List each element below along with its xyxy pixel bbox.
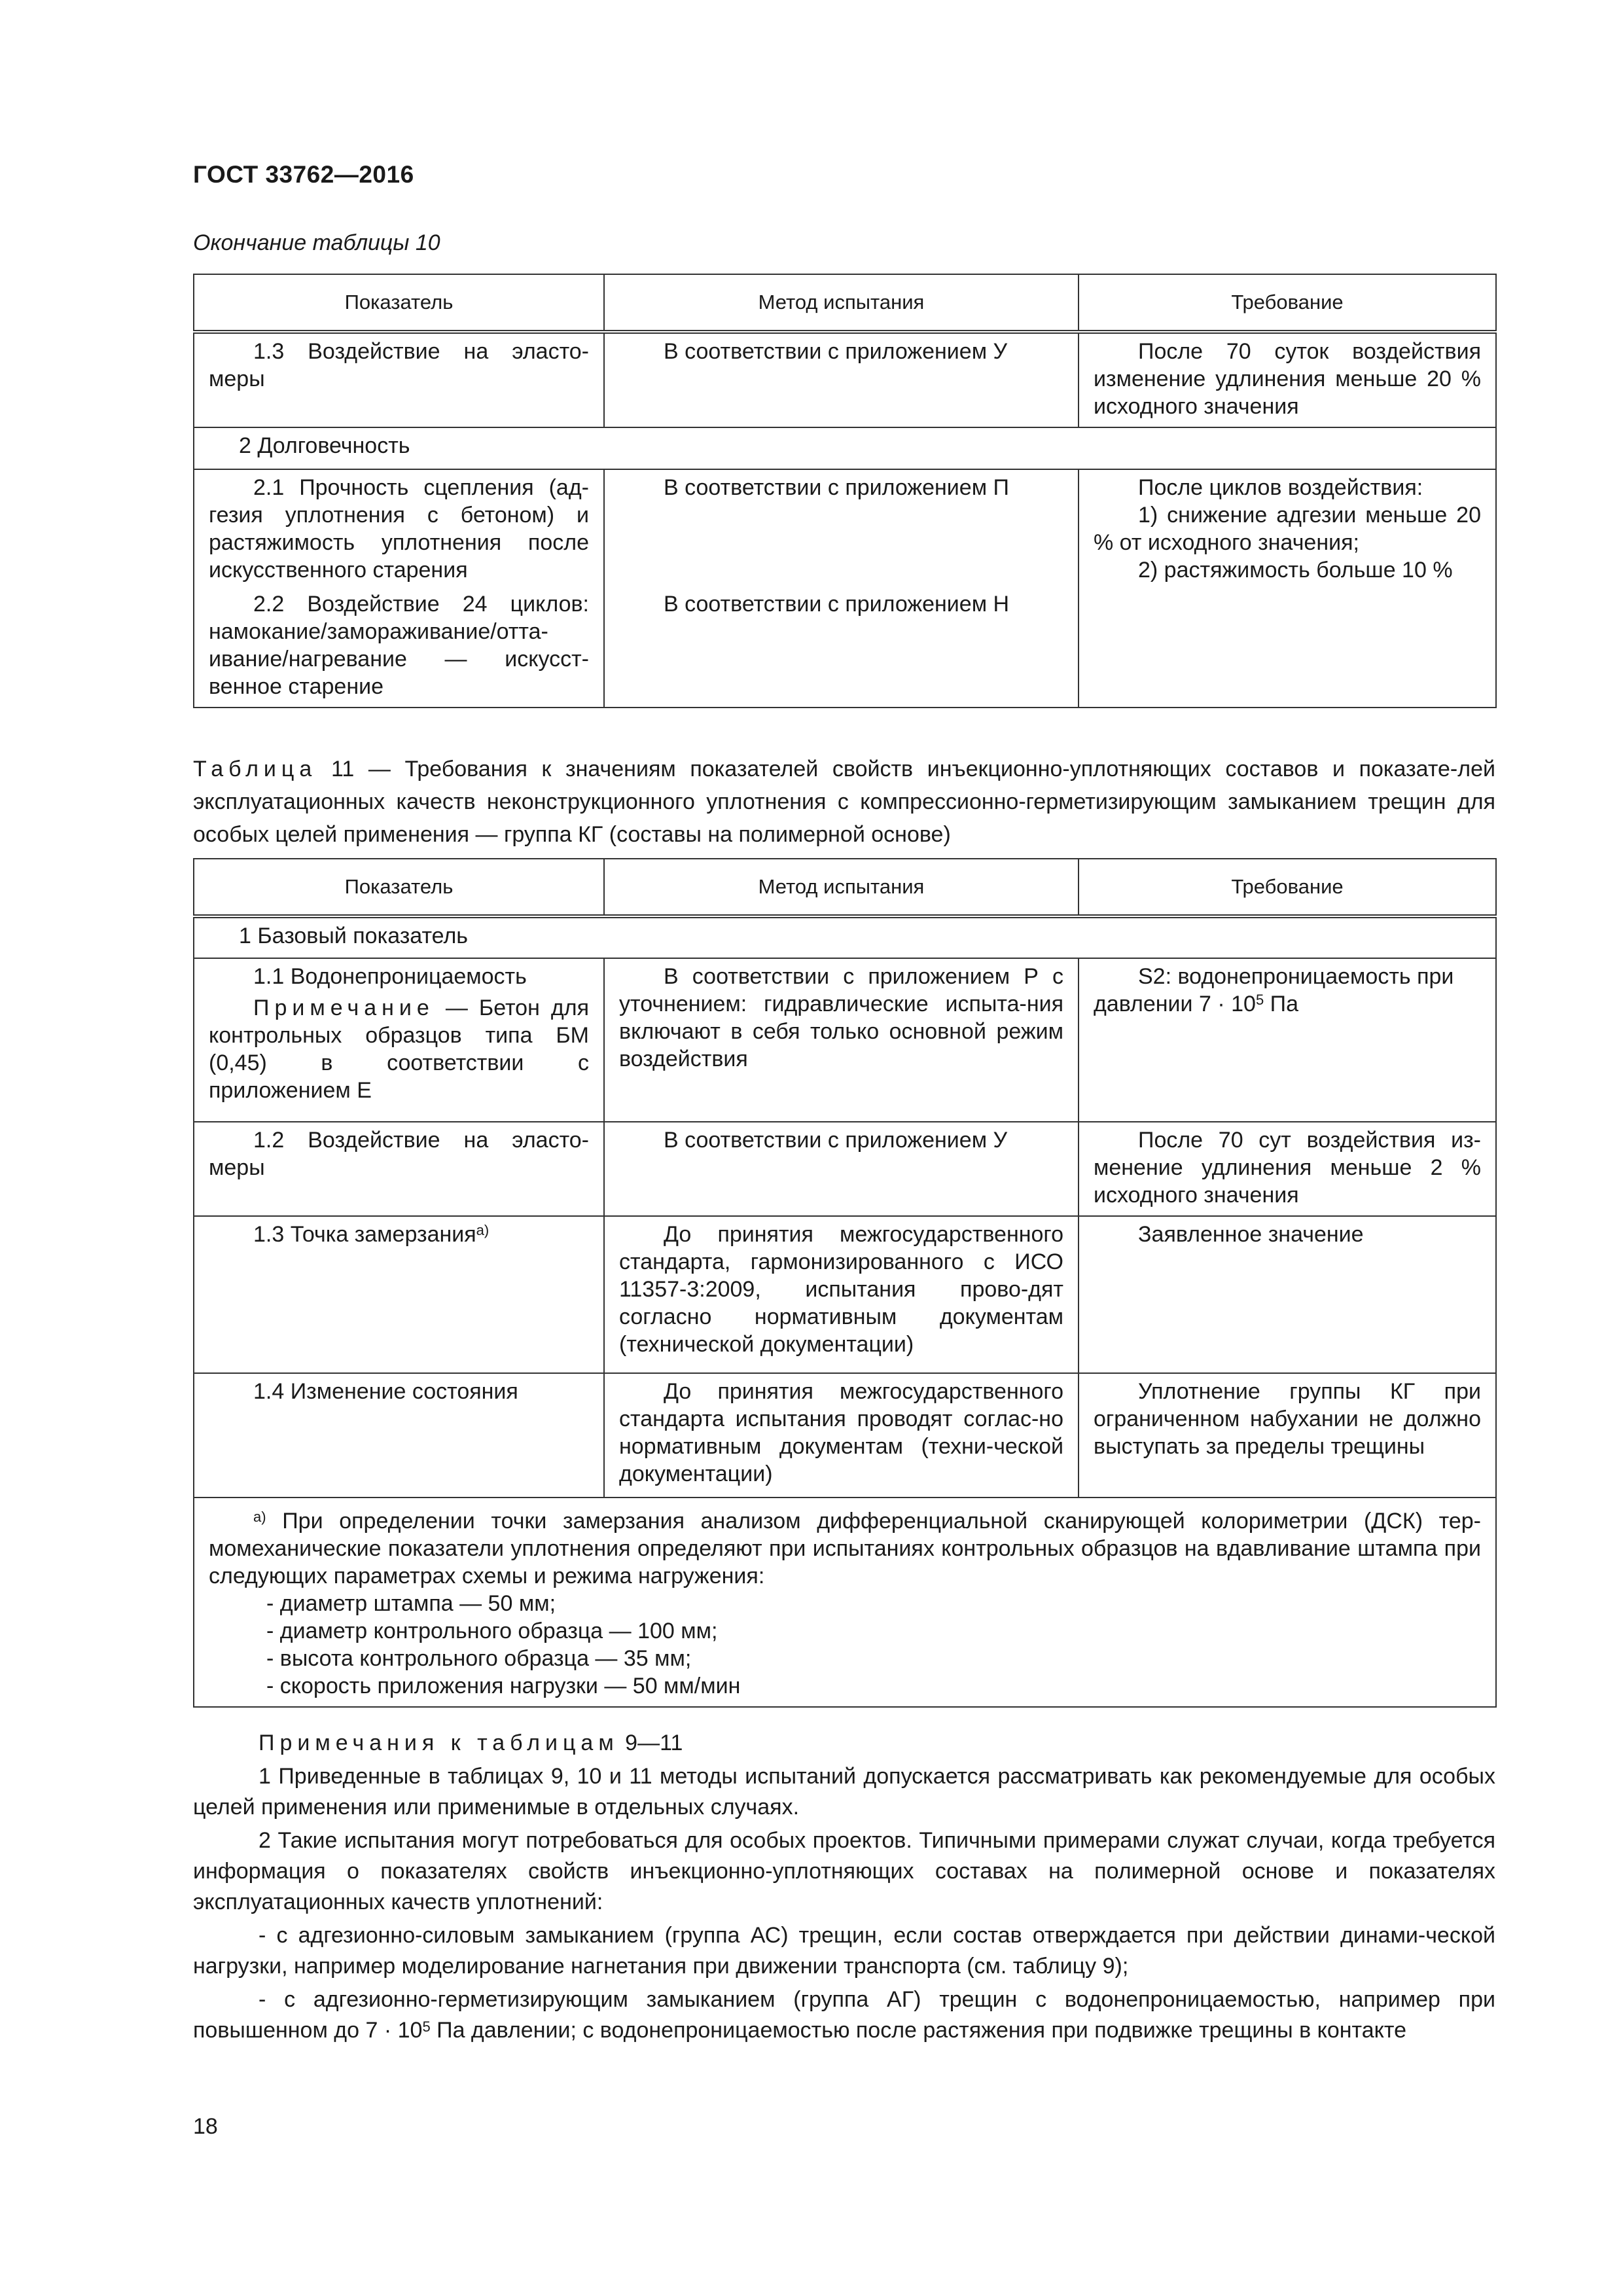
- footnote-item: - скорость приложения нагрузки — 50 мм/мин: [266, 1674, 741, 1698]
- table-row: [194, 958, 1496, 1122]
- table-10: [193, 274, 1497, 708]
- note-bullet-text: - с адгезионно-герметизирующим замыканием (группа АГ) трещин с водонепроницаемостью, например при повышенном до 7 · 10: [193, 1987, 1495, 2043]
- indicator-cell: 1.3 Воздействие на эласто-меры: [194, 332, 604, 427]
- requirement-cell: [1079, 469, 1496, 708]
- note-bullet-text-end: Па давлении; с водонепроницаемостью после растяжения при подвижке трещины в контакте: [430, 2018, 1406, 2043]
- indicator-cell: [194, 958, 604, 1122]
- method-cell: В соответствии с приложением У: [604, 332, 1079, 427]
- requirement-cell: Заявленное значение: [1079, 1216, 1496, 1373]
- requirement-cell: После 70 суток воздействия изменение удлинения меньше 20 % исходного значения: [1079, 332, 1496, 427]
- method-cell: В соответствии с приложением У: [604, 1122, 1079, 1216]
- table-continuation-label: Окончание таблицы 10: [193, 230, 440, 255]
- requirement-cell: После 70 сут воздействия из-менение удлинения меньше 2 % исходного значения: [1079, 1122, 1496, 1216]
- note-text: — Бетон для контрольных образцов типа БМ (0,45) в соответствии с приложением Е: [209, 996, 589, 1103]
- column-header-requirement: Требование: [1079, 859, 1496, 916]
- column-header-indicator: Показатель: [194, 274, 604, 332]
- section-heading: 1 Базовый показатель: [194, 916, 1496, 958]
- note-2: 2 Такие испытания могут потребоваться для особых проектов. Типичными примерами служат случаи, когда требуется информация о показателях свойств инъекционно-уплотняющих составах на полимерной основе и показателях эксплуатационных качеств уплотнений:: [193, 1828, 1495, 1914]
- indicator-note: [209, 994, 589, 1104]
- section-row: [194, 916, 1496, 958]
- note-bullet: - с адгезионно-силовым замыканием (группа АС) трещин, если состав отверждается при действии динами-ческой нагрузки, например моделирование нагнетания при движении транспорта (см. таблицу 9);: [193, 1923, 1495, 1979]
- method-cell: В соответствии с приложением Н: [604, 590, 1079, 708]
- note-bullet: [193, 1984, 1495, 2046]
- requirement-cell: [1079, 958, 1496, 1122]
- notes-title-spaced: Примечания к таблицам: [259, 1731, 619, 1755]
- note-bullet-exponent: 5: [422, 2018, 431, 2035]
- indicator-cell: 2.1 Прочность сцепления (ад-гезия уплотнения с бетоном) и растяжимость уплотнения после искусственного старения: [194, 469, 604, 590]
- footnote-item: - диаметр контрольного образца — 100 мм;: [266, 1619, 718, 1643]
- requirement-text: S2: водонепроницаемость при давлении 7 · 10: [1094, 964, 1454, 1016]
- footnote-mark: а): [253, 1509, 266, 1525]
- notes-title: [193, 1728, 1495, 1759]
- requirement-line: 1) снижение адгезии меньше 20 % от исходного значения;: [1094, 503, 1481, 555]
- table-row: [194, 1122, 1496, 1216]
- document-code: ГОСТ 33762—2016: [193, 161, 414, 188]
- caption-text: 11 — Требования к значениям показателей свойств инъекционно-уплотняющих составов и показате-лей эксплуатационных качеств неконструкционного уплотнения с компрессионно-герметизирующим замыканием трещин для особых целей применения — группа КГ (составы на полимерной основе): [193, 757, 1495, 847]
- table-row: [194, 1216, 1496, 1373]
- method-cell: До принятия межгосударственного стандарта испытания проводят соглас-но нормативным документам (техни-ческой документации): [604, 1373, 1079, 1498]
- section-row: [194, 427, 1496, 469]
- indicator-cell: [194, 1216, 604, 1373]
- table-row: [194, 332, 1496, 427]
- requirement-line: 2) растяжимость больше 10 %: [1138, 558, 1453, 583]
- method-cell: В соответствии с приложением П: [604, 469, 1079, 590]
- footnote-item: - диаметр штампа — 50 мм;: [266, 1591, 556, 1616]
- method-cell: До принятия межгосударственного стандарта, гармонизированного с ИСО 11357-3:2009, испытания прово-дят согласно нормативным документам (технической документации): [604, 1216, 1079, 1373]
- caption-prefix: Таблица: [193, 757, 317, 781]
- table-11-caption: [193, 753, 1495, 851]
- footnote-text: При определении точки замерзания анализом дифференциальной сканирующей колориметрии (ДСК) тер-момеханические показатели уплотнения определяют при испытаниях контрольных образцов на вдавливание штампа при следующих параметрах схемы и режима нагружения:: [209, 1509, 1482, 1588]
- notes-title-numbers: 9—11: [625, 1731, 683, 1755]
- requirement-line: После циклов воздействия:: [1138, 475, 1423, 500]
- requirement-cell: Уплотнение группы КГ при ограниченном набухании не должно выступать за пределы трещины: [1079, 1373, 1496, 1498]
- column-header-method: Метод испытания: [604, 274, 1079, 332]
- column-header-indicator: Показатель: [194, 859, 604, 916]
- table-row: [194, 469, 1496, 590]
- section-heading: 2 Долговечность: [194, 427, 1496, 469]
- footnote-marker: а): [476, 1222, 490, 1238]
- footnote-row: [194, 1498, 1496, 1707]
- table-row: [194, 1373, 1496, 1498]
- indicator-text: 1.3 Точка замерзания: [253, 1222, 476, 1247]
- note-1: 1 Приведенные в таблицах 9, 10 и 11 методы испытаний допускается рассматривать как рекомендуемые для особых целей применения или применимые в отдельных случаях.: [193, 1764, 1495, 1820]
- column-header-method: Метод испытания: [604, 859, 1079, 916]
- footnote-item: - высота контрольного образца — 35 мм;: [266, 1646, 692, 1671]
- requirement-unit: Па: [1264, 992, 1298, 1016]
- table-notes: [193, 1728, 1495, 2049]
- column-header-requirement: Требование: [1079, 274, 1496, 332]
- requirement-exponent: 5: [1255, 992, 1264, 1008]
- indicator-cell: 2.2 Воздействие 24 циклов: намокание/замораживание/отта-ивание/нагревание — искусст-венное старение: [194, 590, 604, 708]
- indicator-text: 1.1 Водонепроницаемость: [253, 964, 527, 989]
- note-label: Примечание: [253, 996, 435, 1020]
- indicator-cell: 1.2 Воздействие на эласто-меры: [194, 1122, 604, 1216]
- page-number: 18: [193, 2114, 218, 2139]
- table-11: [193, 858, 1497, 1708]
- indicator-cell: 1.4 Изменение состояния: [194, 1373, 604, 1498]
- table-footnote: [194, 1498, 1496, 1707]
- method-cell: В соответствии с приложением Р с уточнением: гидравлические испыта-ния включают в себя только основной режим воздействия: [604, 958, 1079, 1122]
